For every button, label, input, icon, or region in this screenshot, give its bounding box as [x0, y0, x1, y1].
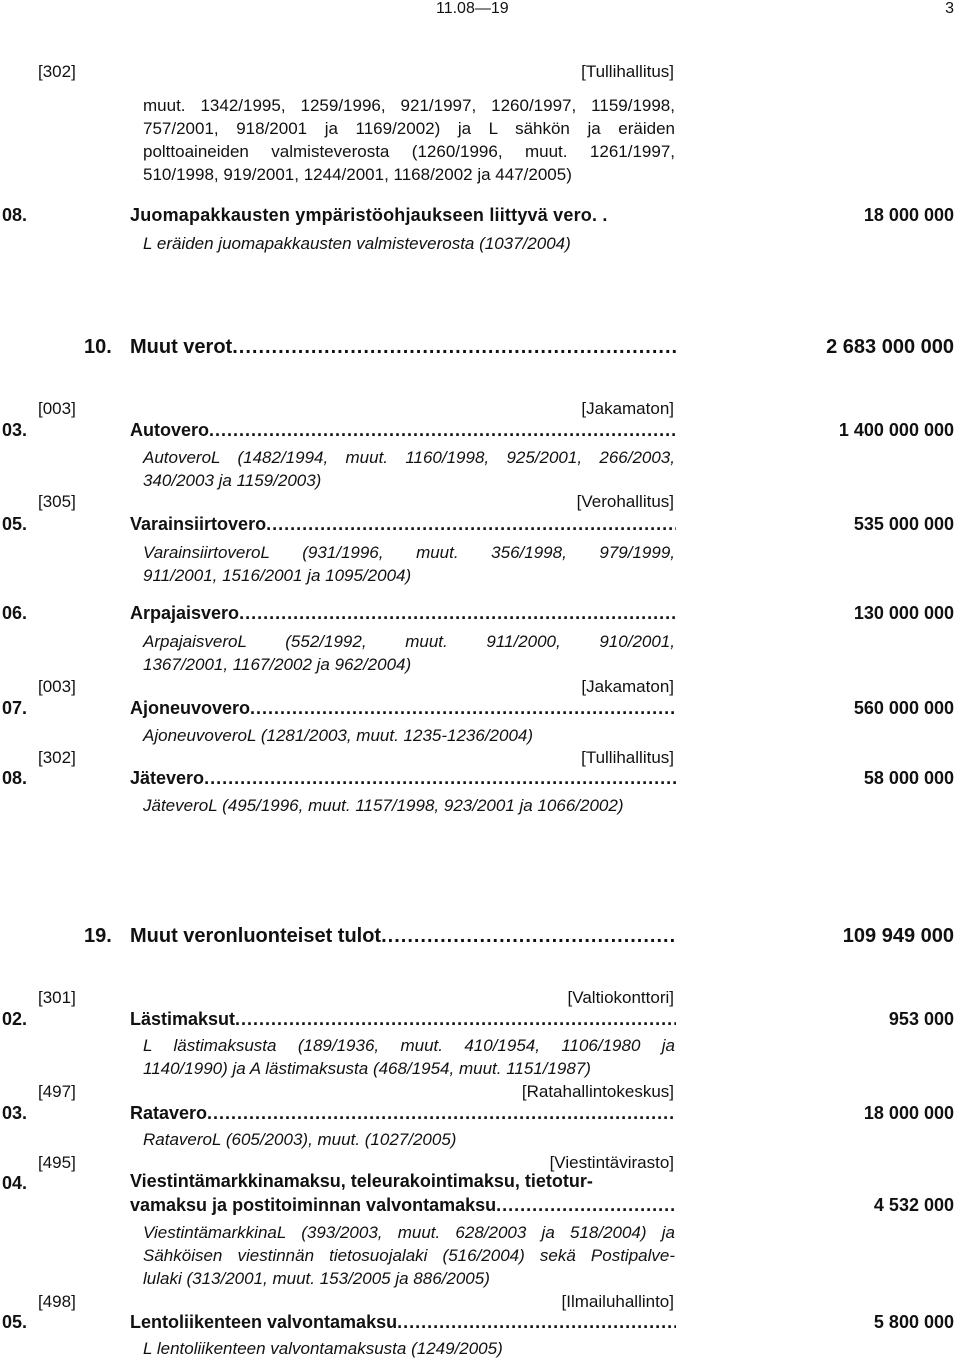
item-number: 02.	[2, 1009, 28, 1029]
item-amount: 18 000 000	[863, 1103, 954, 1123]
account-code: [301]	[38, 988, 76, 1007]
law-reference	[143, 1034, 675, 1080]
section-title-text: Muut veronluonteiset tulot	[130, 925, 382, 947]
law-line: 1367/2001, 1167/2002 ja 962/2004)	[143, 655, 412, 674]
item-title-text: Lentoliikenteen valvontamaksu	[130, 1312, 398, 1332]
item-title-text: Autovero	[130, 420, 210, 440]
item-title	[130, 1312, 676, 1333]
item-title-text: Ajoneuvovero	[130, 698, 251, 718]
page-number: 3	[945, 0, 954, 17]
section-number: 10.	[84, 336, 112, 358]
account-code: [003]	[38, 677, 76, 696]
law-line: 757/2001, 918/2001 ja 1169/2002) ja L sähkön ja eräiden	[143, 119, 675, 138]
law-reference	[143, 1337, 675, 1360]
law-reference	[143, 446, 675, 492]
leader-dots	[381, 925, 676, 948]
leader-dots	[209, 420, 676, 441]
running-header-date: 11.08—19	[436, 0, 509, 17]
leader-dots	[239, 603, 676, 624]
item-number: 05.	[2, 1312, 28, 1332]
item-number: 03.	[2, 1103, 28, 1123]
agency-label: [Jakamaton]	[581, 399, 674, 418]
item-amount: 58 000 000	[863, 768, 954, 788]
law-line: 911/2001, 1516/2001 ja 1095/2004)	[143, 566, 412, 585]
law-reference	[143, 1221, 675, 1290]
law-line: lulaki (313/2001, muut. 153/2005 ja 886/2005)	[143, 1269, 490, 1288]
law-reference	[143, 794, 675, 817]
leader-dots	[397, 1312, 676, 1333]
item-amount: 953 000	[888, 1009, 954, 1029]
account-code: [497]	[38, 1082, 76, 1101]
leader-dots	[496, 1195, 676, 1216]
law-reference	[143, 541, 675, 587]
item-number: 05.	[2, 514, 28, 534]
item-number: 04.	[2, 1173, 28, 1193]
law-reference	[143, 232, 675, 255]
item-title-text: Ratavero	[130, 1103, 208, 1123]
law-line: AutoveroL (1482/1994, muut. 1160/1998, 925/2001, 266/2003,	[143, 448, 675, 467]
item-title	[130, 698, 676, 719]
item-title	[130, 1009, 676, 1030]
law-reference	[143, 724, 675, 747]
law-line: muut. 1342/1995, 1259/1996, 921/1997, 1260/1997, 1159/1998,	[143, 96, 675, 115]
law-line: ArpajaisveroL (552/1992, muut. 911/2000, 910/2001,	[143, 632, 675, 651]
item-title	[130, 514, 676, 535]
leader-dots	[235, 1009, 676, 1030]
item-number: 07.	[2, 698, 28, 718]
section-title-text: Muut verot	[130, 336, 233, 358]
item-title-text: vamaksu ja postitoiminnan valvontamaksu	[130, 1195, 497, 1215]
item-number: 03.	[2, 420, 28, 440]
section-amount: 109 949 000	[842, 925, 954, 947]
section-title	[130, 925, 676, 948]
agency-label: [Tullihallitus]	[581, 748, 674, 767]
leader-dots	[204, 768, 676, 789]
agency-label: [Tullihallitus]	[581, 62, 674, 81]
account-code: [003]	[38, 399, 76, 418]
law-line: AjoneuvoveroL (1281/2003, muut. 1235-1236/2004)	[143, 726, 534, 745]
agency-label: [Verohallitus]	[576, 492, 674, 511]
account-code: [302]	[38, 748, 76, 767]
item-title-text: Lästimaksut	[130, 1009, 236, 1029]
section-amount: 2 683 000 000	[826, 336, 954, 358]
law-line: 510/1998, 919/2001, 1244/2001, 1168/2002 ja 447/2005)	[143, 165, 572, 184]
law-reference-continuation	[143, 94, 675, 186]
section-title	[130, 336, 676, 359]
section-number: 19.	[84, 925, 112, 947]
law-line: ViestintämarkkinaL (393/2003, muut. 628/2003 ja 518/2004) ja	[143, 1223, 675, 1242]
item-title: Juomapakkausten ympäristöohjaukseen liittyvä vero. .	[130, 205, 608, 225]
item-number: 06.	[2, 603, 28, 623]
item-title	[130, 1195, 676, 1216]
item-number: 08.	[2, 768, 28, 788]
leader-dots	[232, 336, 676, 359]
law-line: VarainsiirtoveroL (931/1996, muut. 356/1998, 979/1999,	[143, 543, 675, 562]
item-title-text: Arpajaisvero	[130, 603, 240, 623]
account-code: [305]	[38, 492, 76, 511]
item-amount: 560 000 000	[853, 698, 954, 718]
account-code: [495]	[38, 1153, 76, 1172]
law-line: JäteveroL (495/1996, muut. 1157/1998, 923/2001 ja 1066/2002)	[143, 796, 624, 815]
law-line: L eräiden juomapakkausten valmisteverosta (1037/2004)	[143, 234, 571, 253]
law-line: L lästimaksusta (189/1936, muut. 410/1954, 1106/1980 ja	[143, 1036, 675, 1055]
law-line: L lentoliikenteen valvontamaksusta (1249/2005)	[143, 1339, 503, 1358]
agency-label: [Ilmailuhallinto]	[561, 1292, 674, 1311]
item-title	[130, 768, 676, 789]
law-line: Sähköisen viestinnän tietosuojalaki (516/2004) sekä Postipalve-	[143, 1246, 675, 1265]
item-title-line: Viestintämarkkinamaksu, teleurakointimaksu, tietotur-	[130, 1171, 593, 1191]
item-amount: 535 000 000	[853, 514, 954, 534]
law-line: polttoaineiden valmisteverosta (1260/1996, muut. 1261/1997,	[143, 142, 675, 161]
agency-label: [Valtiokonttori]	[567, 988, 674, 1007]
law-line: 1140/1990) ja A lästimaksusta (468/1954, muut. 1151/1987)	[143, 1059, 591, 1078]
item-amount: 4 532 000	[873, 1195, 954, 1215]
item-amount: 5 800 000	[873, 1312, 954, 1332]
account-code: [302]	[38, 62, 76, 81]
leader-dots	[266, 514, 676, 535]
law-reference	[143, 1128, 675, 1151]
item-title	[130, 420, 676, 441]
agency-label: [Ratahallintokeskus]	[521, 1082, 674, 1101]
account-code: [498]	[38, 1292, 76, 1311]
law-line: RataveroL (605/2003), muut. (1027/2005)	[143, 1130, 457, 1149]
item-amount: 1 400 000 000	[838, 420, 954, 440]
item-title	[130, 603, 676, 624]
item-amount: 130 000 000	[853, 603, 954, 623]
item-title-text: Varainsiirtovero	[130, 514, 267, 534]
law-reference	[143, 630, 675, 676]
item-title	[130, 1103, 676, 1124]
law-line: 340/2003 ja 1159/2003)	[143, 471, 322, 490]
leader-dots	[207, 1103, 676, 1124]
item-amount: 18 000 000	[863, 205, 954, 225]
item-number: 08.	[2, 205, 28, 225]
leader-dots	[250, 698, 676, 719]
agency-label: [Viestintävirasto]	[549, 1153, 674, 1172]
item-title-text: Jätevero	[130, 768, 205, 788]
agency-label: [Jakamaton]	[581, 677, 674, 696]
